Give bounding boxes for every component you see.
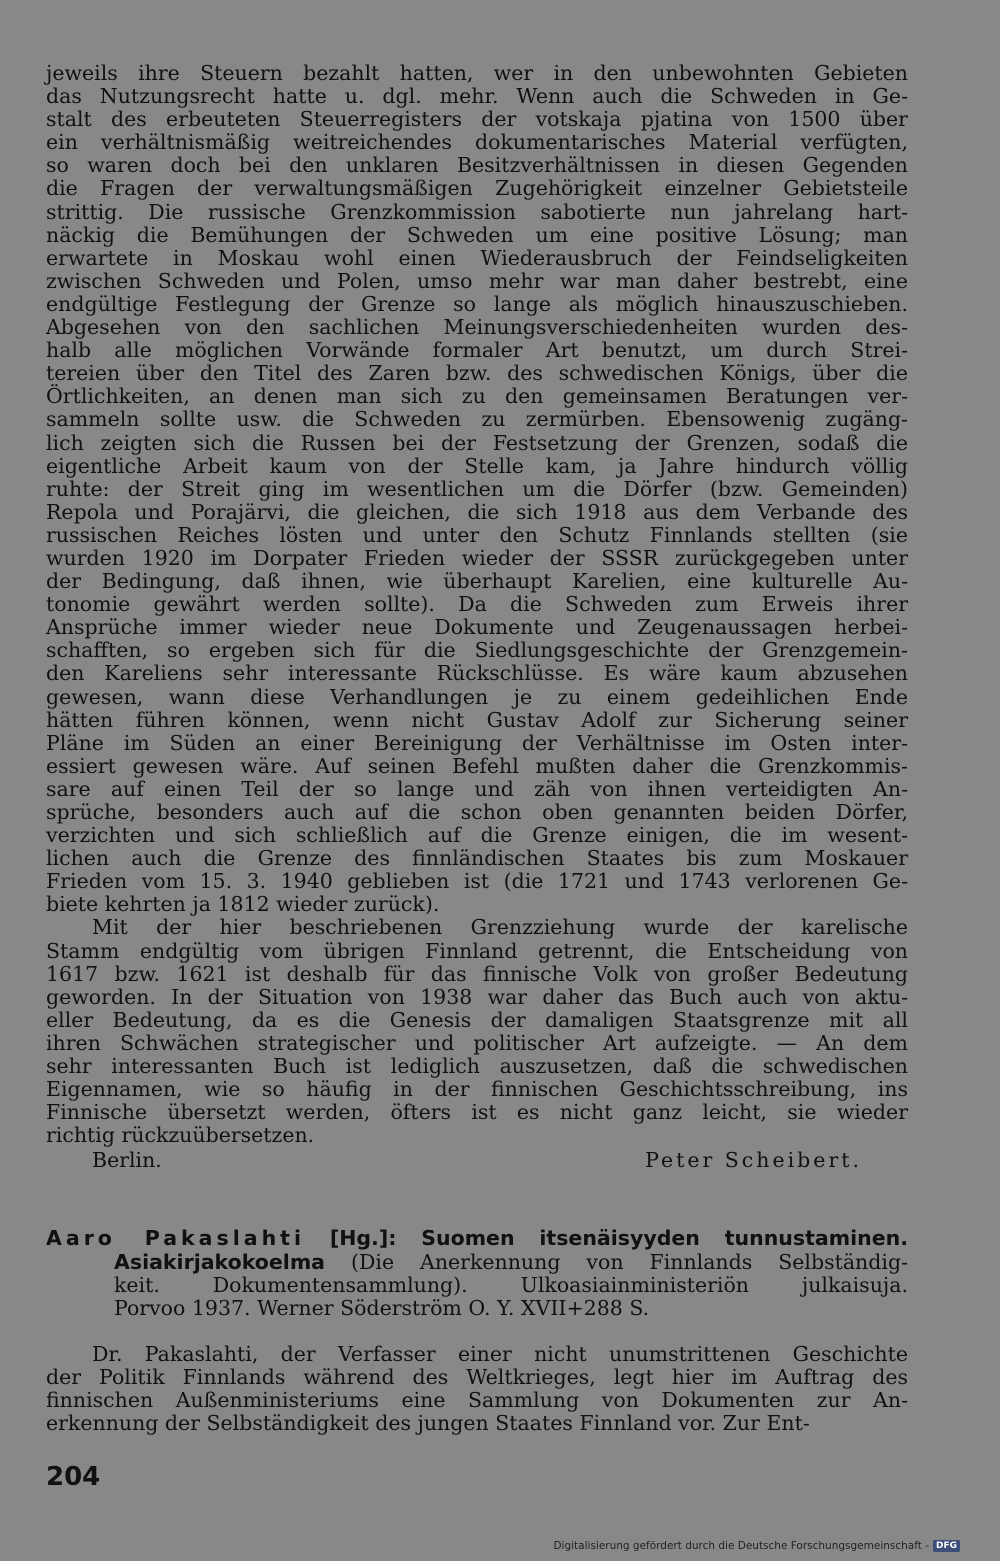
text-line: endgültige Festlegung der Grenze so lange als möglich hinauszuschieben. [46,291,908,316]
footer-credit [553,1540,960,1552]
dfg-logo-icon: DFG [933,1540,960,1552]
text-line: biete kehrten ja 1812 wieder zurück). [46,892,440,917]
text-line: jeweils ihre Steuern bezahlt hatten, wer in den unbewohnten Gebieten [46,61,908,85]
text-line: sare auf einen Teil der so lange und zäh von ihnen verteidigten An- [46,776,908,801]
text-line: das Nutzungsrecht hatte u. dgl. mehr. Wenn auch die Schweden in Ge- [46,84,908,109]
text-line: gewesen, wann diese Verhandlungen je zu einem gedeihlichen Ende [46,684,908,709]
review-author: Aaro Pakaslahti [46,1226,305,1251]
text-line: ihren Schwächen strategischer und politischer Art aufzeigte. — An dem [46,1030,908,1055]
text-line: der Bedingung, daß ihnen, wie überhaupt Karelien, eine kulturelle Au- [46,569,908,594]
paragraph-main [46,62,908,916]
text-line: eller Bedeutung, da es die Genesis der damaligen Staatsgrenze mit all [46,1007,908,1032]
review-body [46,1343,908,1435]
review-title-line2: Asiakirjakokoelma [114,1249,326,1274]
text-line: Mit der hier beschriebenen Grenzziehung wurde der karelische [92,915,908,940]
text-line: finnischen Außenministeriums eine Sammlung von Dokumenten zur An- [46,1387,908,1412]
text-line: erkennung der Selbständigkeit des jungen Staates Finnland vor. Zur Ent- [46,1411,810,1436]
paragraph-conclusion [46,916,908,1147]
review-imprint-line: Porvoo 1937. Werner Söderström O. Y. XVII+288 S. [114,1295,650,1320]
signature-author: Peter Scheibert. [645,1148,862,1173]
text-line: tonomie gewährt werden sollte). Da die Schweden zum Erweis ihrer [46,592,908,617]
text-line: zwischen Schweden und Polen, umso mehr war man daher bestrebt, eine [46,268,908,293]
text-line: ruhte: der Streit ging im wesentlichen um die Dörfer (bzw. Gemeinden) [46,476,908,501]
text-line: Stamm endgültig vom übrigen Finnland getrennt, die Entscheidung von [46,938,908,963]
text-line: lich zeigten sich die Russen bei der Festsetzung der Grenzen, sodaß die [46,430,908,455]
text-line: Frieden vom 15. 3. 1940 geblieben ist (die 1721 und 1743 verlorenen Ge- [46,869,908,894]
text-line: Örtlichkeiten, an denen man sich zu den gemeinsamen Beratungen ver- [46,384,908,409]
text-line: erwartete in Moskau wohl einen Wiederausbruch der Feindseligkeiten [46,245,908,270]
text-line: Repola und Porajärvi, die gleichen, die sich 1918 aus dem Verbande des [46,499,908,524]
text-line: sehr interessanten Buch ist lediglich auszusetzen, daß die schwedischen [46,1054,908,1079]
text-line: den Kareliens sehr interessante Rückschlüsse. Es wäre kaum abzusehen [46,661,908,686]
text-line: tereien über den Titel des Zaren bzw. des schwedischen Königs, über die [46,361,908,386]
text-line: verzichten und sich schließlich auf die Grenze einigen, die im wesent- [46,823,908,848]
text-line: strittig. Die russische Grenzkommission sabotierte nun jahrelang hart- [46,199,908,224]
text-line: der Politik Finnlands während des Weltkrieges, legt hier im Auftrag des [46,1364,908,1389]
review-title-translation: (Die Anerkennung von Finnlands Selbständig- [325,1249,908,1274]
page-number: 204 [46,1462,101,1492]
text-line: hätten führen können, wenn nicht Gustav Adolf zur Sicherung seiner [46,707,908,732]
text-line: Eigennamen, wie so häufig in der finnischen Geschichtsschreibung, ins [46,1077,908,1102]
text-line: die Fragen der verwaltungsmäßigen Zugehörigkeit einzelner Gebietsteile [46,176,908,201]
text-line: sprüche, besonders auch auf die schon oben genannten beiden Dörfer, [46,800,908,824]
text-line: wurden 1920 im Dorpater Frieden wieder der SSSR zurückgegeben unter [46,545,908,570]
text-line: geworden. In der Situation von 1938 war daher das Buch auch von aktu- [46,984,908,1009]
text-line: Dr. Pakaslahti, der Verfasser einer nicht unumstrittenen Geschichte [92,1341,908,1366]
text-line: lichen auch die Grenze des finnländischen Staates bis zum Moskauer [46,846,908,871]
text-line: Ansprüche immer wieder neue Dokumente und Zeugenaussagen herbei- [46,615,908,640]
review-editor-note: [Hg.]: [305,1226,422,1251]
footer-credit-text: Digitalisierung gefördert durch die Deutsche Forschungsgemeinschaft - [553,1540,929,1552]
text-line: Abgesehen von den sachlichen Meinungsverschiedenheiten wurden des- [46,315,908,340]
review-publication-line: keit. Dokumentensammlung). Ulkoasiainministeriön julkaisuja. [114,1272,908,1297]
text-line: sammeln sollte usw. die Schweden zu zermürben. Ebensowenig zugäng- [46,407,908,432]
text-line: eigentliche Arbeit kaum von der Stelle kam, ja Jahre hindurch völlig [46,453,908,478]
text-line: ein verhältnismäßig weitreichendes dokumentarisches Material verfügten, [46,130,908,155]
text-line: so waren doch bei den unklaren Besitzverhältnissen in diesen Gegenden [46,153,908,178]
signature-city: Berlin. [92,1148,162,1173]
review-heading [46,1227,908,1319]
text-line: halb alle möglichen Vorwände formaler Art benutzt, um durch Strei- [46,338,908,363]
review-title-line1: Suomen itsenäisyyden tunnustaminen. [421,1226,908,1251]
text-line: schafften, so ergeben sich für die Siedlungsgeschichte der Grenzgemein- [46,638,908,663]
signature-row [46,1149,908,1175]
text-line: Finnische übersetzt werden, öfters ist es nicht ganz leicht, sie wieder [46,1100,908,1125]
text-line: russischen Reiches lösten und unter den Schutz Finnlands stellten (sie [46,522,908,547]
text-line: essiert gewesen wäre. Auf seinen Befehl mußten daher die Grenzkommis- [46,753,908,778]
text-line: stalt des erbeuteten Steuerregisters der votskaja pjatina von 1500 über [46,107,908,132]
text-line: richtig rückzuübersetzen. [46,1123,315,1148]
text-line: 1617 bzw. 1621 ist deshalb für das finnische Volk von großer Bedeutung [46,961,908,986]
document-page [46,62,908,1435]
text-line: Pläne im Süden an einer Bereinigung der Verhältnisse im Osten inter- [46,730,908,755]
text-line: näckig die Bemühungen der Schweden um eine positive Lösung; man [46,222,908,247]
